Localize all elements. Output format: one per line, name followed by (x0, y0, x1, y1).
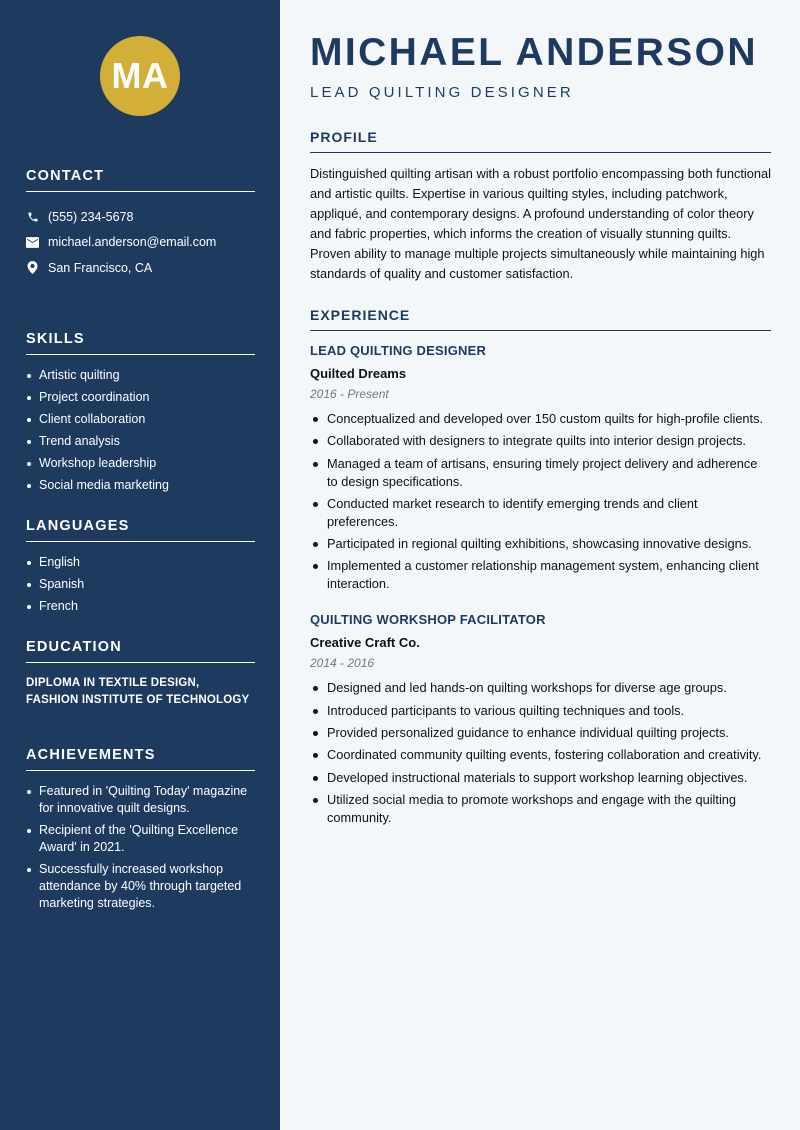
achievement-item: Recipient of the 'Quilting Excellence Award' in 2021. (26, 822, 255, 856)
profile-title: PROFILE (310, 129, 771, 153)
profile-section (310, 129, 771, 284)
main-content (280, 0, 800, 1130)
job-period: 2016 - Present (310, 387, 389, 401)
experience-section (310, 307, 771, 827)
contact-section (26, 168, 255, 281)
candidate-name: MICHAEL ANDERSON (310, 31, 758, 74)
job-bullet: Participated in regional quilting exhibitions, showcasing innovative designs. (310, 535, 771, 553)
phone-icon (26, 210, 39, 223)
skills-list (26, 367, 255, 494)
avatar-initials: MA (111, 55, 169, 96)
languages-title: LANGUAGES (26, 518, 255, 542)
job-period: 2014 - 2016 (310, 656, 375, 671)
language-item: Spanish (26, 576, 255, 593)
job-entry (310, 611, 771, 826)
skills-section (26, 331, 255, 494)
job-bullet: Conducted market research to identify emerging trends and client preferences. (310, 495, 771, 531)
contact-phone (26, 204, 255, 230)
education-degree: DIPLOMA IN TEXTILE DESIGN, FASHION INSTITUTE OF TECHNOLOGY (26, 676, 250, 706)
job-company: Quilted Dreams (310, 366, 407, 381)
job-bullet: Conceptualized and developed over 150 custom quilts for high-profile clients. (310, 410, 771, 428)
languages-list (26, 554, 255, 615)
skill-item: Project coordination (26, 389, 255, 406)
job-title: QUILTING WORKSHOP FACILITATOR (310, 612, 546, 628)
achievement-item: Featured in 'Quilting Today' magazine for innovative quilt designs. (26, 783, 255, 817)
language-item: English (26, 554, 255, 571)
job-bullet: Developed instructional materials to support workshop learning objectives. (310, 769, 771, 787)
job-bullets (310, 410, 771, 593)
email-text: michael.anderson@email.com (48, 235, 217, 250)
sidebar (0, 0, 280, 1130)
job-bullet: Provided personalized guidance to enhance individual quilting projects. (310, 724, 771, 742)
job-entry (310, 342, 771, 593)
phone-text: (555) 234-5678 (48, 209, 134, 224)
language-item: French (26, 598, 255, 615)
languages-section (26, 518, 255, 615)
job-bullet: Coordinated community quilting events, fostering collaboration and creativity. (310, 746, 771, 764)
achievements-title: ACHIEVEMENTS (26, 747, 255, 771)
achievements-list (26, 783, 255, 912)
job-bullet: Collaborated with designers to integrate quilts into interior design projects. (310, 432, 771, 450)
job-title: LEAD QUILTING DESIGNER (310, 343, 487, 358)
skill-item: Workshop leadership (26, 455, 255, 472)
skill-item: Trend analysis (26, 433, 255, 450)
job-bullets (310, 679, 771, 826)
location-text: San Francisco, CA (48, 260, 153, 275)
profile-text: Distinguished quilting artisan with a robust portfolio encompassing both functional and artistic quilts. Expertise in various quilting styles, including patchwork, appliqué, and contemporary designs. A profound understanding of color theory and fabric properties, which informs the creation of visually stunning quilts. Proven ability to manage multiple projects simultaneously while maintaining high standards of quality and customer satisfaction. (310, 166, 771, 281)
job-bullet: Designed and led hands-on quilting workshops for diverse age groups. (310, 679, 771, 697)
job-company: Creative Craft Co. (310, 635, 420, 651)
candidate-role: LEAD QUILTING DESIGNER (310, 84, 574, 101)
job-bullet: Introduced participants to various quilting techniques and tools. (310, 702, 771, 720)
contact-title: CONTACT (26, 168, 255, 192)
contact-location (26, 255, 255, 281)
skill-item: Artistic quilting (26, 367, 255, 384)
achievement-item: Successfully increased workshop attendance by 40% through targeted marketing strategies. (26, 861, 255, 912)
contact-email (26, 230, 255, 256)
experience-title: EXPERIENCE (310, 307, 771, 331)
job-bullet: Managed a team of artisans, ensuring timely project delivery and adherence to design specifications. (310, 455, 771, 491)
avatar (100, 36, 180, 116)
skill-item: Client collaboration (26, 411, 255, 428)
achievements-section (26, 747, 255, 912)
location-pin-icon (26, 261, 39, 274)
skills-title: SKILLS (26, 331, 255, 355)
education-title: EDUCATION (26, 639, 255, 663)
job-bullet: Implemented a customer relationship management system, enhancing client interaction. (310, 557, 771, 593)
skill-item: Social media marketing (26, 477, 255, 494)
email-icon (26, 236, 39, 249)
education-section (26, 639, 255, 709)
job-bullet: Utilized social media to promote workshops and engage with the quilting community. (310, 791, 771, 827)
